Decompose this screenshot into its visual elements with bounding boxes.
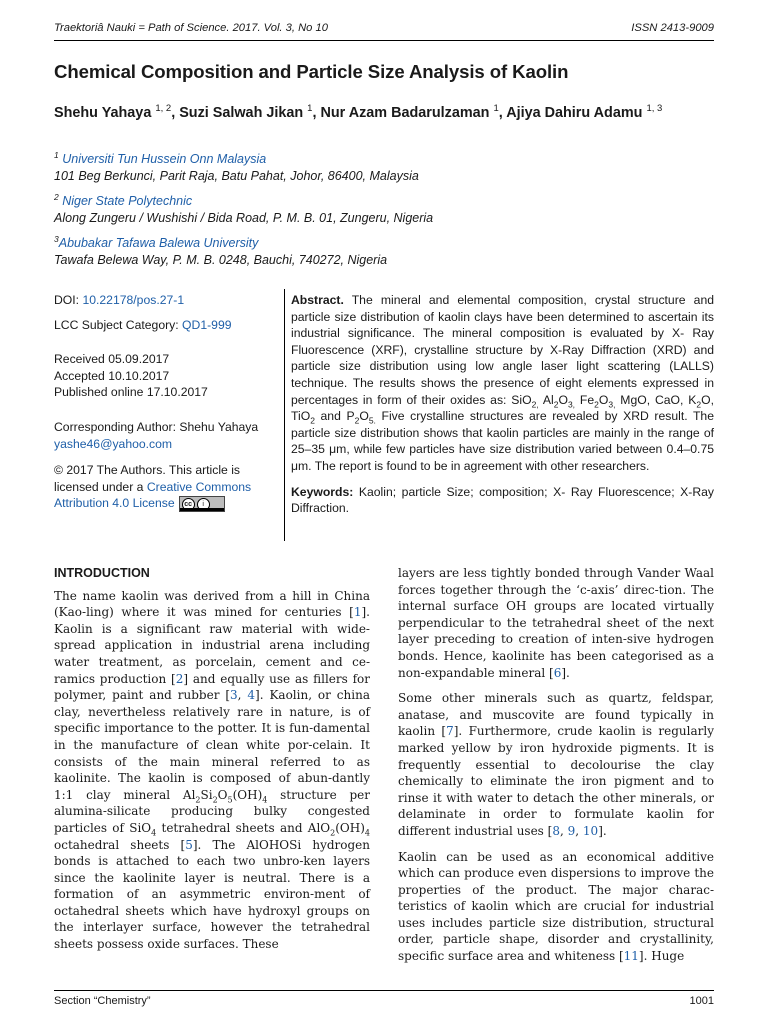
- body-column-left: [54, 565, 370, 962]
- citation-link[interactable]: 8: [552, 823, 560, 838]
- abstract-text: The mineral and elemental composition, crystal structure and particle size distribution of kaolin clays have been determined to ascertain its industrial significance. The mineral composition is evaluated by X- Ray Fluorescence (XRF), crystalline structure by X-Ray Diffraction (XRD) and particle size distribution using low angle laser light scattering (LALLS) technique. The results shows the presence of eight elements expressed in percentages in form of their oxides as: SiO: [291, 293, 714, 407]
- author-affiliation-mark: 1: [493, 103, 499, 114]
- author-affiliation-mark: 1, 2: [155, 103, 172, 114]
- license-text: © 2017 The Authors. This article is licensed under a: [54, 463, 241, 494]
- paragraph: The name kaolin was derived from a hill in China (Kao-ling) where it was mined for centuries [1]. Kaolin is a significant raw material with wide-spread application in industrial arena including water treatment, as porcelain, cement and ce-ramics production [2] and equally use as fillers for polymer, paint and rubber [3, 4]. Kaolin, or china clay, nevertheless relatively rare in nature, is of specific importance to the potter. It is fun-damental in the manufacture of clean white por-celain. It consists of the main mineral referred to as kaolinite. The kaolin is composed of abun-dantly 1:1 clay mineral $Al_2Si_2O_5(OH)_4$ structure per alumina-silicate producing bulky congested particles of SiO$_4$ tetrahedral sheets and $AlO_2(OH)_4$ octahedral sheets [5]. The AlOHOSi hydrogen bonds is attached to each two unbro-ken layers since the kaolinite layer is neutral. There is a formation of an asymmetric environ-ment of octahedral sheets which have hydroxyl groups on the interlayer surface, however the tetrahedral sheets possess oxide surfaces. These: [54, 588, 371, 952]
- citation-link[interactable]: 6: [553, 665, 562, 680]
- citation-link[interactable]: 10: [582, 823, 599, 838]
- page-number: 1001: [689, 995, 714, 1007]
- page-footer: [54, 990, 714, 1007]
- doi-label: DOI:: [54, 293, 80, 307]
- citation-link[interactable]: 9: [567, 823, 576, 838]
- affiliation-number: 2: [54, 192, 59, 202]
- citation-link[interactable]: 2: [175, 671, 184, 686]
- abstract-text-xrd: Five crystalline structures are revealed by XRD result.: [381, 409, 688, 424]
- author-name: Ajiya Dahiru Adamu: [506, 104, 643, 121]
- keywords-text: Kaolin; particle Size; composition; X- Ray Fluorescence; X-Ray Diffraction.: [291, 484, 714, 516]
- published-date: Published online 17.10.2017: [54, 385, 208, 400]
- author-affiliation-mark: 1: [307, 103, 313, 114]
- citation-link[interactable]: 5: [185, 837, 193, 852]
- abstract-text-psd: The particle size distribution shows that kaolin particles are mainly in the range of 25–35 μm, while few particles have size distribution varied between 0.4–0.75 μm. The report is found to be in agreement with other researchers.: [291, 409, 714, 473]
- author-affiliation-mark: 1, 3: [646, 103, 663, 114]
- author-name: Shehu Yahaya: [54, 104, 152, 121]
- paragraph: Some other minerals such as quartz, feldspar, anatase, and muscovite are found typically in kaolin [7]. Furthermore, crude kaolin is regularly marked yellow by iron hydroxide pigments. It is frequently essential to decolourise the clay chemically to eliminate the iron pigment and to rinse it with water to detach the other minerals, or delaminate in order to formulate kaolin for different industrial uses [8, 9, 10].: [398, 691, 714, 838]
- author-name: Nur Azam Badarulzaman: [320, 104, 490, 121]
- corresponding-author: Corresponding Author: Shehu Yahaya: [54, 419, 259, 434]
- abstract-label: Abstract.: [291, 293, 344, 307]
- journal-citation: Traektoriâ Nauki = Path of Science. 2017. Vol. 3, No 10: [54, 22, 328, 34]
- running-header: [54, 22, 714, 41]
- affiliation-address: Along Zungeru / Wushishi / Bida Road, P. M. B. 01, Zungeru, Nigeria: [54, 211, 434, 226]
- affiliation-1: [54, 147, 724, 185]
- paper-title: Chemical Composition and Particle Size Analysis of Kaolin: [54, 61, 569, 82]
- email-link[interactable]: yashe46@yahoo.com: [54, 436, 173, 451]
- affiliation-link[interactable]: Niger State Polytechnic: [62, 194, 193, 209]
- accepted-date: Accepted 10.10.2017: [54, 368, 170, 383]
- abstract-block: Abstract. The mineral and elemental composition, crystal structure and particle size distribution of kaolin clays have been determined to ascertain its industrial significance. The mineral composition is evaluated by X- Ray Fluorescence (XRF), crystalline structure by X-Ray Diffraction (XRD) and particle size distribution using low angle laser light scattering (LALLS) technique. The results shows the presence of eight elements expressed in percentages in form of their oxides as: SiO$_{2,}$ $Al_2O_{3,}$ $Fe_2O_{3,}$ MgO, CaO, $K_2O$, TiO$_2$ and $P_2O_{5.}$ Five crystalline structures are revealed by XRD result. The particle size distribution shows that kaolin particles are mainly in the range of 25–35 μm, while few particles have size distribution varied between 0.4–0.75 μm. The report is found to be in agreement with other researchers. Keywords: Kaolin; particle Size; composition; X- Ray Fluorescence; X-Ray Diffraction.: [291, 293, 715, 516]
- column-divider: [284, 289, 285, 541]
- lcc-label: LCC Subject Category:: [54, 317, 179, 332]
- author-list: Shehu Yahaya $^{1, 2}$, Suzi Salwah Jikan $^1$, Nur Azam Badarulzaman $^1$, Ajiya Dahiru Adamu $^{1, 3}$: [54, 103, 663, 121]
- citation-link[interactable]: 11: [623, 949, 639, 964]
- doi-link[interactable]: 10.22178/pos.27-1: [82, 293, 185, 307]
- affiliation-number: 1: [54, 150, 59, 160]
- article-metadata: [54, 292, 270, 512]
- cc-by-icon[interactable]: cc i: [179, 496, 225, 512]
- paragraph: Kaolin can be used as an economical additive which can produce even dispersions to improve the properties of the product. The major charac-teristics of kaolin which are crucial for industrial uses includes particle size distribution, structural order, particle shape, disorder and crystallinity, specific surface area and whiteness [11]. Huge: [398, 849, 714, 964]
- body-column-right: [398, 565, 714, 974]
- affiliation-link[interactable]: Abubakar Tafawa Balewa University: [58, 236, 259, 251]
- affiliation-link[interactable]: Universiti Tun Hussein Onn Malaysia: [62, 152, 267, 167]
- affiliation-address: 101 Beg Berkunci, Parit Raja, Batu Pahat, Johor, 86400, Malaysia: [54, 169, 419, 184]
- section-heading: INTRODUCTION: [54, 566, 150, 580]
- citation-link[interactable]: 3: [230, 688, 238, 703]
- author-name: Suzi Salwah Jikan: [179, 104, 304, 121]
- affiliation-2: [54, 189, 724, 227]
- affiliation-address: Tawafa Belewa Way, P. M. B. 0248, Bauchi, 740272, Nigeria: [54, 253, 388, 268]
- lcc-link[interactable]: QD1-999: [182, 317, 232, 332]
- issn: ISSN 2413-9009: [631, 22, 714, 34]
- license-link[interactable]: Creative Commons Attribution 4.0 License: [54, 479, 252, 511]
- citation-link[interactable]: 1: [353, 605, 362, 620]
- keywords-label: Keywords:: [291, 484, 354, 499]
- citation-link[interactable]: 7: [446, 724, 454, 739]
- affiliation-3: [54, 231, 724, 269]
- citation-link[interactable]: 4: [247, 688, 256, 703]
- paragraph: layers are less tightly bonded through Vander Waal forces together through the ‘c-axis’ direc-tion. The internal surface OH groups are located virtually perpendicular to the tetrahedral sheet of the next layer preceding to creation of inten-sive hydrogen bonds. Hence, kaolinite has been categorised as a non-expandable mineral [6].: [398, 566, 714, 680]
- section-label: Section “Chemistry”: [54, 995, 151, 1007]
- received-date: Received 05.09.2017: [54, 352, 170, 367]
- affiliation-number: 3: [54, 234, 59, 244]
